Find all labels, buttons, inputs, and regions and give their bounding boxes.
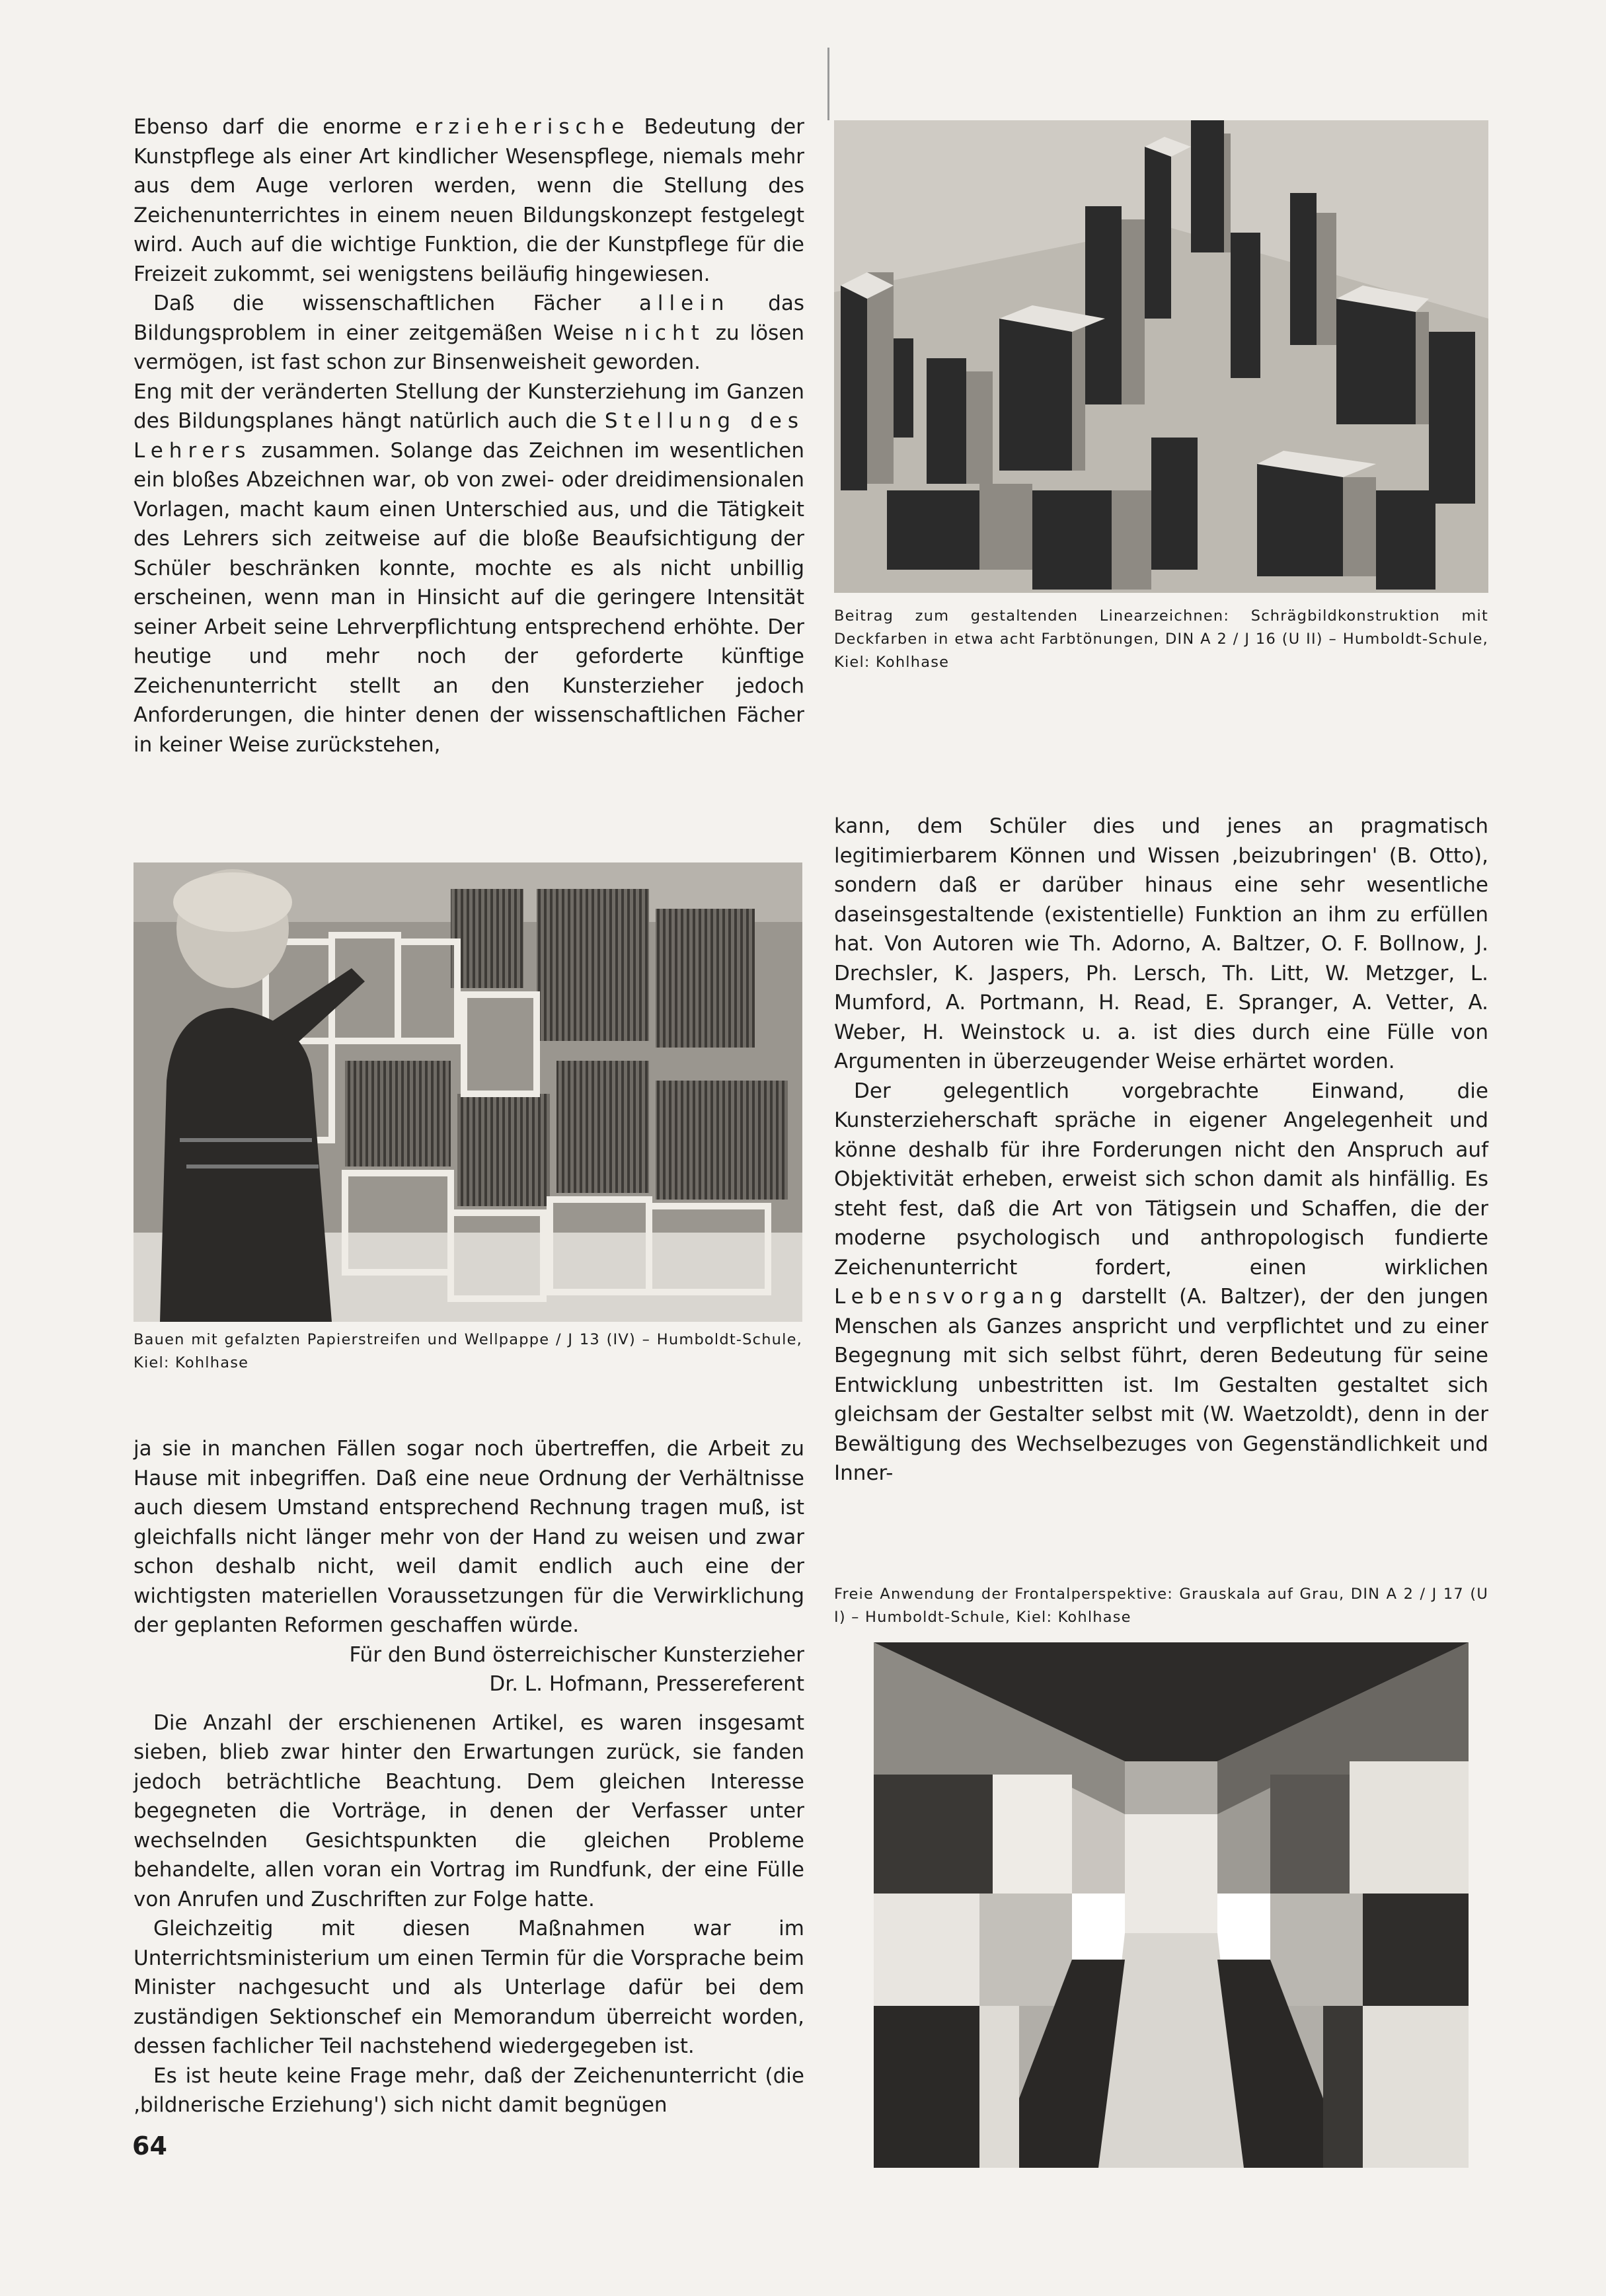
paragraph: Gleichzeitig mit diesen Maßnahmen war im Unterrichtsministerium um einen Termin für die Vorsprache beim Minister nachgesucht und als Unterlage dafür bei dem zuständigen Sektionschef ein Memorandum überreicht worden, dessen fachlicher Teil nachstehend wiedergegeben ist. [134, 1917, 804, 2058]
paragraph: kann, dem Schüler dies und jenes an pragmatisch legitimierbarem Können und Wissen ‚beizubringen' (B. Otto), sondern daß er darüber hinaus eine sehr wesentliche daseinsgestaltende (existentielle) Funktion an ihm zu erfüllen hat. Von Autoren wie Th. Adorno, A. Baltzer, O. F. Bollnow, J. Drechsler, K. Jaspers, Ph. Lersch, Th. Litt, W. Metzger, L. Mumford, A. Portmann, H. Read, E. Spranger, A. Vetter, A. Weber, H. Weinstock u. a. ist dies durch eine Fülle von Argumenten in überzeugender Weise erhärtet worden. [834, 814, 1488, 1073]
paragraph: Eng mit der veränderten Stellung der Kunsterziehung im Ganzen des Bildungsplanes hängt natürlich auch die Stellung des Lehrers zusammen. Solange das Zeichnen im wesentlichen ein bloßes Abzeichnen war, ob von zwei- oder dreidimensionalen Vorlagen, macht kaum einen Unterschied aus, und die Tätigkeit des Lehrers sich zeitweise auf die bloße Beaufsichtigung der Schüler beschränken konnte, mochte es als nicht unbillig erscheinen, wenn man in Hinsicht auf die geringere Intensität seiner Arbeit seine Lehrverpflichtung entsprechend erhöhte. Der heutige und mehr noch der geforderte künftige Zeichenunterricht stellt an den Kunsterzieher jedoch Anforderungen, die hinter denen der wissenschaftlichen Fächer in keiner Weise zurückstehen, [134, 379, 804, 757]
paragraph: ja sie in manchen Fällen sogar noch übertreffen, die Arbeit zu Hause mit inbegriffen. Daß eine neue Ordnung der Verhältnisse auch diesem Umstand entsprechend Rechnung tragen muß, ist gleichfalls nicht länger mehr von der Hand zu weisen und zwar schon deshalb nicht, weil damit endlich auch eine der wichtigsten materiellen Voraussetzungen für die Verwirklichung der geplanten Reformen geschaffen würde. [134, 1437, 804, 1637]
page-edge-line [827, 48, 829, 120]
boy-building-photo [134, 862, 802, 1322]
frontal-perspective-image [874, 1642, 1469, 2168]
page-number: 64 [132, 2131, 167, 2161]
signature-line: Für den Bund österreichischer Kunsterzieher [349, 1642, 804, 1667]
signature-line: Dr. L. Hofmann, Pressereferent [489, 1672, 804, 1696]
isometric-construction-image [834, 120, 1488, 593]
column-1-top-text [134, 112, 804, 759]
paragraph: Daß die wissenschaftlichen Fächer allein das Bildungsproblem in einer zeitgemäßen Weise nicht zu lösen vermögen, ist fast schon zur Binsenweisheit geworden. [134, 291, 805, 374]
paragraph: Es ist heute keine Frage mehr, daß der Zeichenunterricht (die ‚bildnerische Erziehung') sich nicht damit begnügen [134, 2063, 804, 2117]
paragraph: Ebenso darf die enorme erzieherische Bedeutung der Kunstpflege als einer Art kindlicher Wesenspflege, niemals mehr aus dem Auge verloren werden, wenn die Stellung des Zeichenunterrichtes in einem neuen Bildungskonzept festgelegt wird. Auch auf die wichtige Funktion, die der Kunstpflege für die Freizeit zukommt, sei wenigstens beiläufig hingewiesen. [134, 115, 804, 286]
isometric-drawing [834, 120, 1488, 593]
column-1-bottom-text [134, 1434, 804, 2120]
paper-structure-photo [134, 862, 802, 1322]
paragraph: Die Anzahl der erschienenen Artikel, es waren insgesamt sieben, blieb zwar hinter den Erwartungen zurück, sie fanden jedoch beträchtliche Beachtung. Dem gleichen Interesse begegneten die Vorträge, in denen der Verfasser unter wechselnden Gesichtspunkten die gleichen Probleme behandelte, allen voran ein Vortrag im Rundfunk, der eine Fülle von Anrufen und Zuschriften zur Folge hatte. [134, 1710, 804, 1911]
paragraph: Der gelegentlich vorgebrachte Einwand, die Kunsterzieherschaft spräche in eigener Angelegenheit und könne deshalb für ihre Forderungen nicht den Anspruch auf Objektivität erheben, erweist sich schon damit als hinfällig. Es steht fest, daß die Art von Tätigsein und Schaffen, die der moderne psychologisch und anthropologisch fundierte Zeichenunterricht fordert, einen wirklichen Lebensvorgang darstellt (A. Baltzer), der den jungen Menschen als Ganzes anspricht und verpflichtet und zu einer Begegnung mit sich selbst führt, deren Bedeutung für seine Entwicklung unbestritten ist. Im Gestalten gestaltet sich gleichsam der Gestalter selbst mit (W. Waetzoldt), denn in der Bewältigung des Wechselbezuges von Gegenständlichkeit und Inner- [834, 1079, 1488, 1485]
grayscale-composition [874, 1642, 1469, 2168]
caption-top-right: Beitrag zum gestaltenden Linearzeichnen: Schrägbildkonstruktion mit Deckfarben in etwa acht Farbtönungen, DIN A 2 / J 16 (U II) – Humboldt-Schule, Kiel: Kohlhase [834, 607, 1488, 671]
caption-bottom-right: Freie Anwendung der Frontalperspektive: Grauskala auf Grau, DIN A 2 / J 17 (U I) – Humboldt-Schule, Kiel: Kohlhase [834, 1586, 1488, 1626]
caption-middle-left: Bauen mit gefalzten Papierstreifen und Wellpappe / J 13 (IV) – Humboldt-Schule, Kiel: Kohlhase [134, 1331, 802, 1371]
column-2-text [834, 812, 1488, 1488]
